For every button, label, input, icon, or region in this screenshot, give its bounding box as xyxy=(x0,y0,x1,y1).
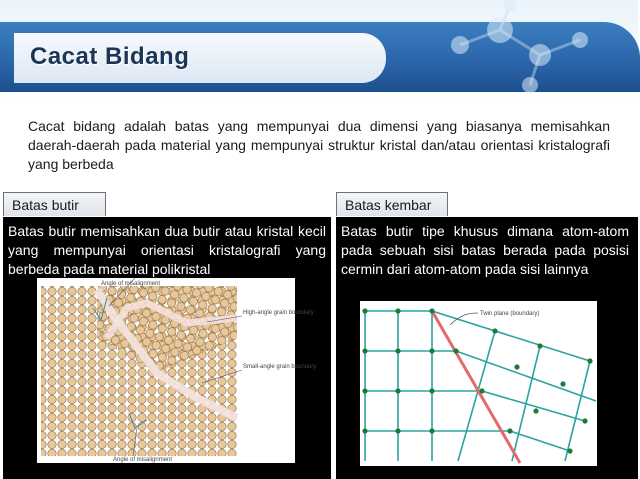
grain-boundary-panel xyxy=(3,217,331,479)
label-high-angle: High-angle grain boundary xyxy=(243,310,314,316)
label-angle-bottom: Angle of misalignment xyxy=(113,457,173,463)
label-twin-plane: Twin plane (boundary) xyxy=(480,311,540,317)
molecule-decoration-icon xyxy=(400,0,638,104)
tab-batas-butir: Batas butir xyxy=(3,192,106,216)
grain-boundary-description: Batas butir memisahkan dua butir atau kristal kecil yang mempunyai orientasi kristalografi yang berbeda pada material polikristal xyxy=(8,223,326,277)
grain-boundary-figure xyxy=(37,278,317,463)
twin-boundary-figure xyxy=(360,301,597,466)
twin-boundary-description: Batas butir tipe khusus dimana atom-atom pada sebuah sisi batas berada pada posisi cermin dari atom-atom pada sisi lainnya xyxy=(341,223,629,277)
label-small-angle: Small-angle grain boundary xyxy=(243,364,317,370)
twin-boundary-panel xyxy=(336,217,638,479)
slide-title: Cacat Bidang xyxy=(30,43,190,70)
slide-header xyxy=(0,0,638,104)
tab-batas-kembar: Batas kembar xyxy=(336,192,448,216)
label-angle-top: Angle of misalignment xyxy=(101,281,161,287)
intro-paragraph: Cacat bidang adalah batas yang mempunyai dua dimensi yang biasanya memisahkan daerah-daerah pada material yang mempunyai struktur kristal dan/atau orientasi kristalografi yang berbeda xyxy=(28,118,610,172)
